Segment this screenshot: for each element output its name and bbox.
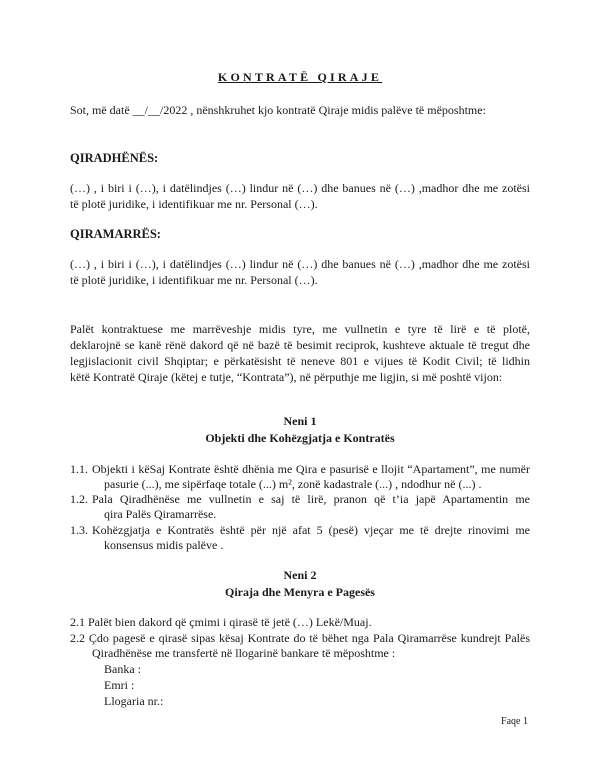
item-1-2-line-1: Pala Qiradhënëse me vullnetin e saj të lirë, pranon që t’ia japë Apartamentin me [92,492,530,506]
item-2-2-line-1: 2.2 Çdo pagesë e qirasë sipas kësaj Kontrate do të bëhet nga Pala Qiramarrëse kundrejt Palës [70,631,530,645]
preamble-line-2: deklarojnë se kanë rënë dakord që në bazë të besimit reciprok, kushteve aktuale të tregut dhe [70,338,530,352]
tenant-heading: QIRAMARRËS: [70,227,161,241]
landlord-line-2: të plotë juridike, i identifikuar me nr. Personal (…). [70,197,318,211]
item-1-3-line-2: konsensus midis palëve . [104,538,224,552]
item-2-2-line-2: Qiradhënëse me transfertë në llogarinë bankare të mëposhtme : [92,646,396,660]
page-number: Faqe 1 [501,716,528,727]
item-1-2-line-2: qira Palës Qiramarrëse. [104,507,217,521]
tenant-line-1: (…) , i biri i (…), i datëlindjes (…) lindur në (…) dhe banues në (…) ,madhor dhe me zotësi [70,257,530,271]
tenant-line-2: të plotë juridike, i identifikuar me nr. Personal (…). [70,273,318,287]
preamble-line-4: këtë Kontratë Qiraje (këtej e tutje, “Kontrata”), në përputhje me ligjin, si më poshtë vijon: [70,370,503,384]
account-name-label: Emri : [104,678,135,692]
article-2-number: Neni 2 [283,568,317,582]
landlord-line-1: (…) , i biri i (…), i datëlindjes (…) lindur në (…) dhe banues në (…) ,madhor dhe me zotësi [70,181,530,195]
item-1-3-number: 1.3. [70,523,88,537]
bank-label: Banka : [104,662,141,676]
landlord-heading: QIRADHËNËS: [70,151,159,165]
preamble-line-3: legjislacionit civil Shqiptar; e përkatësisht të neneve 801 e vijues të Kodit Civil; të lidhin [70,354,530,368]
item-1-2-number: 1.2. [70,492,88,506]
article-2-heading: Qiraja dhe Menyra e Pagesës [225,585,375,599]
item-1-3-line-1: Kohëzgjatja e Kontratës është për një afat 5 (pesë) vjeçar me të drejte rinovimi me [92,523,530,537]
account-number-label: Llogaria nr.: [104,694,164,708]
document-title: KONTRATË QIRAJE [217,70,383,84]
preamble-line-1: Palët kontraktuese me marrëveshje midis tyre, me vullnetin e tyre të lirë e të plotë, [70,322,530,336]
item-1-1-line-2: pasurie (...), me sipërfaqe totale (...) m², zonë kadastrale (...) , ndodhur në (...) . [104,477,482,491]
item-1-1-number: 1.1. [70,462,88,476]
item-2-1: 2.1 Palët bien dakord që çmimi i qirasë të jetë (…) Lekë/Muaj. [70,615,372,629]
article-1-heading: Objekti dhe Kohëzgjatja e Kontratës [205,431,395,445]
intro-text: Sot, më datë __/__/2022 , nënshkruhet kjo kontratë Qiraje midis palëve të mëposhtme: [70,103,486,117]
article-1-number: Neni 1 [283,414,317,428]
item-1-1-line-1: Objekti i këSaj Kontrate është dhënia me Qira e pasurisë e llojit “Apartament”, me numër [92,462,530,476]
